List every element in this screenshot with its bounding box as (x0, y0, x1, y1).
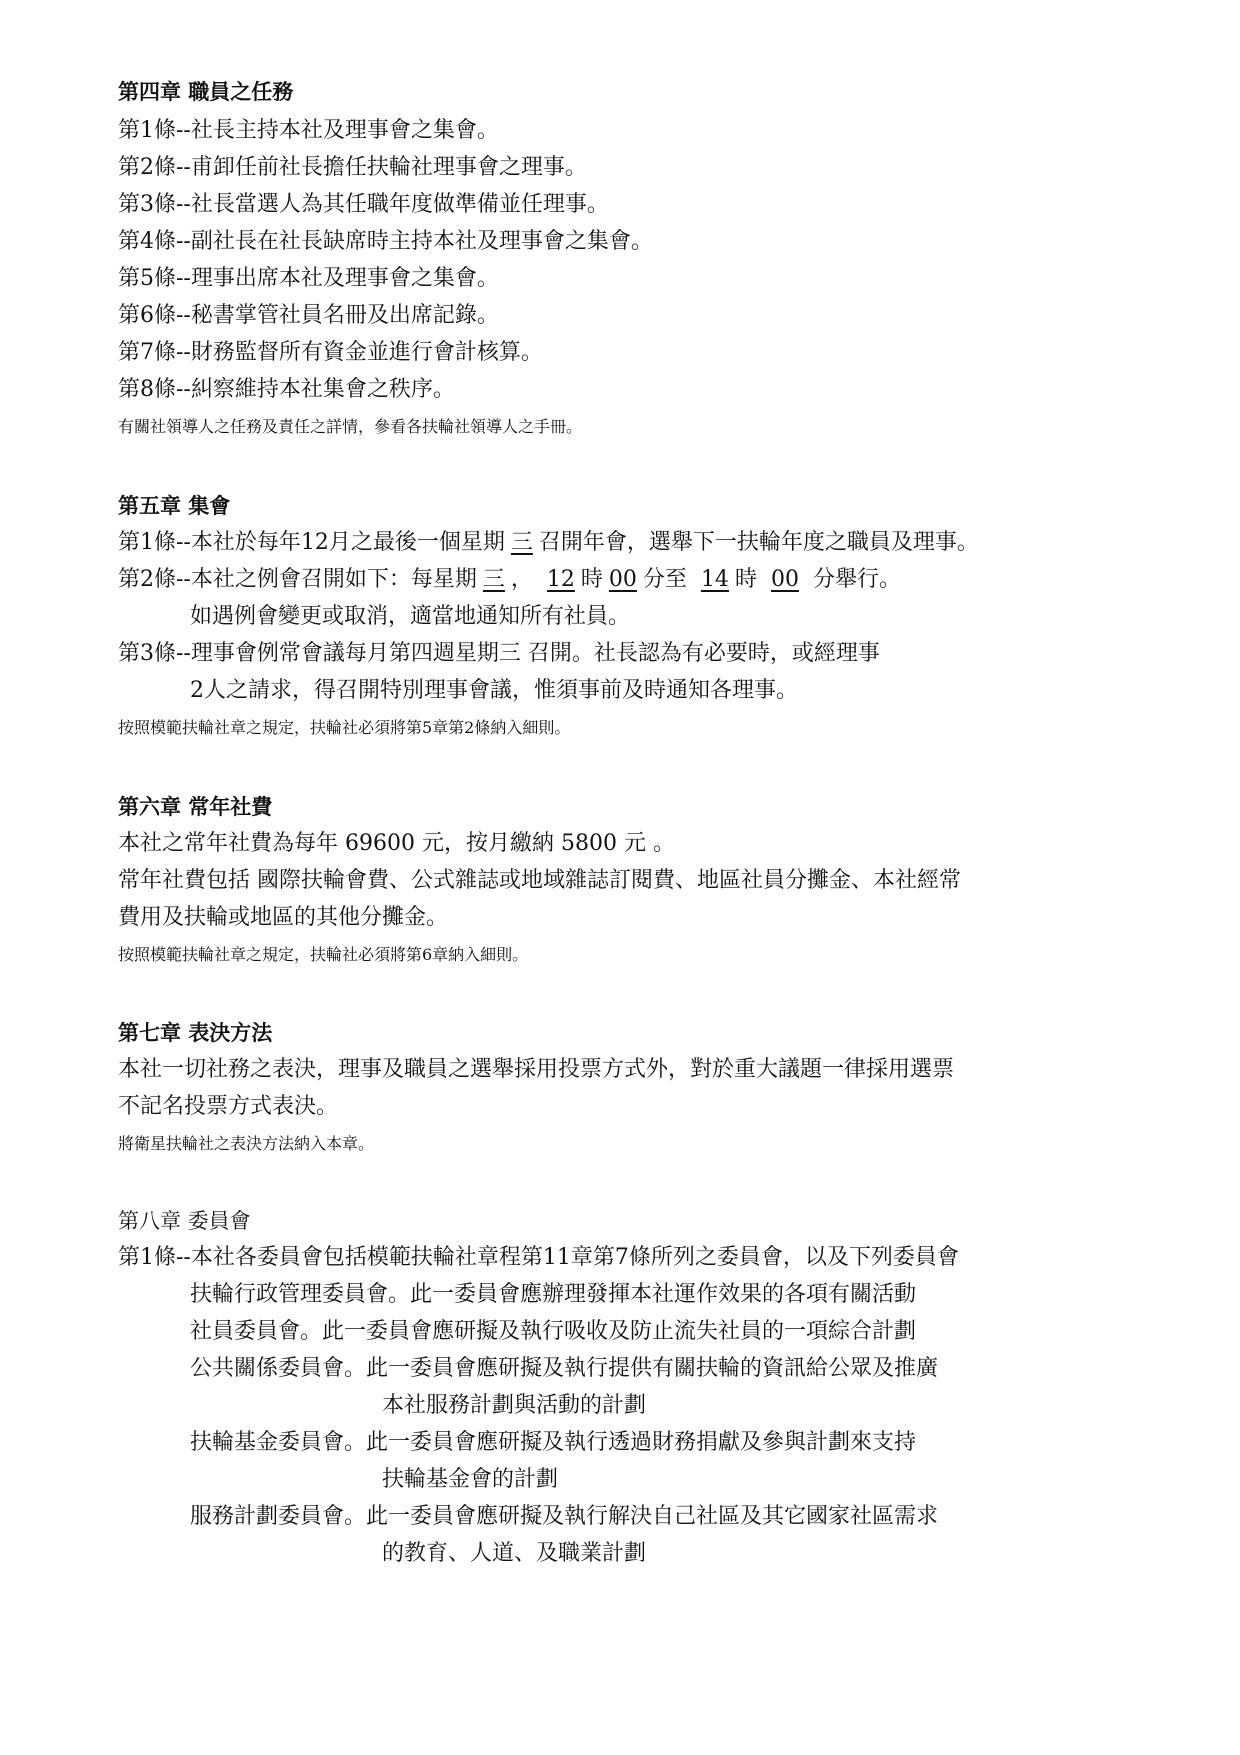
ch4-article-3: 第3條--社長當選人為其任職年度做準備並任理事。 (118, 192, 609, 217)
dues-includes-line-2: 費用及扶輪或地區的其他分攤金。 (118, 905, 449, 930)
hour-label-2: 時 (734, 567, 757, 592)
committee-rotary-foundation-cont: 扶輪基金會的計劃 (382, 1467, 559, 1492)
ch5-article-2-cont: 如遇例會變更或取消，適當地通知所有社員。 (190, 604, 631, 629)
committee-rotary-foundation: 扶輪基金委員會。此一委員會應研擬及執行透過財務捐獻及參與計劃來支持 (190, 1430, 917, 1455)
ch4-article-8: 第8條--糾察維持本社集會之秩序。 (118, 377, 455, 402)
chapter-7-title: 第七章 表決方法 (118, 1021, 273, 1045)
ch4-article-5: 第5條--理事出席本社及理事會之集會。 (118, 266, 499, 291)
chapter-6-title: 第六章 常年社費 (118, 795, 273, 819)
chapter-5-title: 第五章 集會 (118, 494, 231, 518)
committee-service-projects: 服務計劃委員會。此一委員會應研擬及執行解決自己社區及其它國家社區需求 (190, 1504, 939, 1529)
committee-membership: 社員委員會。此一委員會應研擬及執行吸收及防止流失社員的一項綜合計劃 (190, 1319, 917, 1344)
annual-dues-line: 本社之常年社費為每年 69600 元，按月繳納 5800 元 。 (118, 831, 675, 856)
end-minute: 00 (770, 567, 799, 592)
ch4-article-4: 第4條--副社長在社長缺席時主持本社及理事會之集會。 (118, 229, 653, 254)
ch4-note: 有關社領導人之任務及責任之詳情，參看各扶輪社領導人之手冊。 (118, 417, 583, 436)
committee-public-relations: 公共關係委員會。此一委員會應研擬及執行提供有關扶輪的資訊給公眾及推廣 (190, 1356, 939, 1381)
ch4-article-7: 第7條--財務監督所有資金並進行會計核算。 (118, 340, 543, 365)
start-minute: 00 (608, 567, 637, 592)
chapter-8-title: 第八章 委員會 (118, 1209, 251, 1233)
committee-service-projects-cont: 的教育、人道、及職業計劃 (382, 1541, 647, 1566)
start-hour: 12 (546, 567, 575, 592)
ch5-article-3: 第3條--理事會例常會議每月第四週星期三 召開。社長認為有必要時，或經理事 (118, 641, 880, 666)
ch4-article-1: 第1條--社長主持本社及理事會之集會。 (118, 118, 499, 143)
ch5-a1-pre: 第1條--本社於每年12月之最後一個星期 (118, 530, 505, 555)
regular-meeting-day: 三 (482, 567, 505, 592)
ch5-article-2 (118, 566, 901, 594)
committee-club-administration: 扶輪行政管理委員會。此一委員會應辦理發揮本社運作效果的各項有關活動 (190, 1282, 917, 1307)
ch4-article-6: 第6條--秘書掌管社員名冊及出席記錄。 (118, 303, 499, 328)
ch5-a2-pre: 第2條--本社之例會召開如下：每星期 (118, 567, 477, 592)
ch5-article-1 (118, 529, 979, 557)
dues-includes-line-1: 常年社費包括 國際扶輪會費、公式雜誌或地域雜誌訂閱費、地區社員分攤金、本社經常 (118, 868, 961, 893)
ch5-a2-sep: ， (510, 567, 533, 592)
ch8-article-1: 第1條--本社各委員會包括模範扶輪社章程第11章第7條所列之委員會，以及下列委員會 (118, 1245, 959, 1270)
annual-meeting-day: 三 (510, 530, 533, 555)
ch5-note: 按照模範扶輪社章之規定，扶輪社必須將第5章第2條納入細則。 (118, 718, 571, 737)
minute-to-label: 分至 (642, 567, 687, 592)
hour-label-1: 時 (580, 567, 603, 592)
chapter-4-title: 第四章 職員之任務 (118, 80, 294, 104)
ch7-note: 將衛星扶輪社之表決方法納入本章。 (118, 1134, 375, 1153)
ch6-note: 按照模範扶輪社章之規定，扶輪社必須將第6章納入細則。 (118, 945, 529, 964)
ch5-article-3-cont: 2人之請求，得召開特別理事會議，惟須事前及時通知各理事。 (190, 678, 798, 703)
end-hour: 14 (700, 567, 729, 592)
ch4-article-2: 第2條--甫卸任前社長擔任扶輪社理事會之理事。 (118, 155, 587, 180)
ch5-a1-post: 召開年會，選舉下一扶輪年度之職員及理事。 (538, 530, 979, 555)
minute-held-label: 分舉行。 (812, 567, 901, 592)
ch7-line-2: 不記名投票方式表決。 (118, 1094, 339, 1119)
committee-public-relations-cont: 本社服務計劃與活動的計劃 (382, 1393, 647, 1418)
ch7-line-1: 本社一切社務之表決，理事及職員之選舉採用投票方式外，對於重大議題一律採用選票 (118, 1057, 955, 1082)
